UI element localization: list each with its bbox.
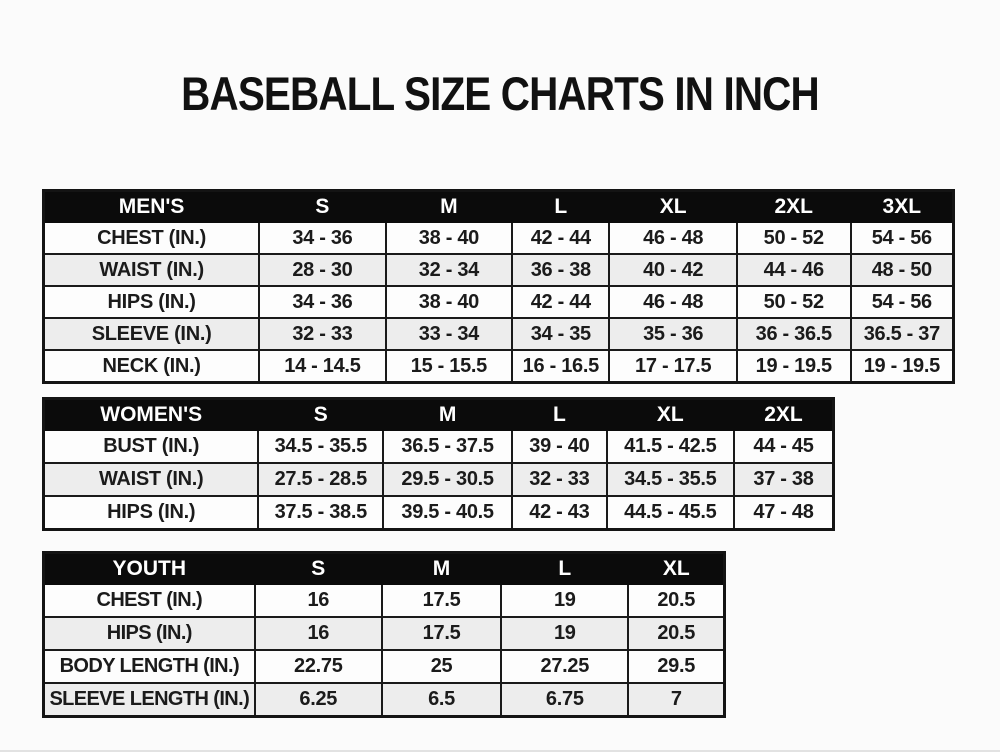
size-value-cell: 50 - 52 [737, 286, 851, 318]
size-value-cell: 29.5 [628, 650, 724, 683]
size-column-header: L [501, 553, 628, 585]
size-value-cell: 40 - 42 [609, 254, 736, 286]
youth-size-table [42, 551, 726, 718]
measurement-label: WAIST (IN.) [44, 463, 259, 496]
size-value-cell: 38 - 40 [386, 222, 512, 254]
size-value-cell: 19 [501, 617, 628, 650]
table-title-cell: YOUTH [44, 553, 255, 585]
size-value-cell: 7 [628, 683, 724, 717]
size-value-cell: 19 - 19.5 [737, 350, 851, 383]
size-column-header: S [255, 553, 382, 585]
size-value-cell: 34 - 36 [259, 222, 385, 254]
size-value-cell: 35 - 36 [609, 318, 736, 350]
size-value-cell: 54 - 56 [851, 286, 954, 318]
size-value-cell: 34.5 - 35.5 [258, 430, 383, 463]
size-column-header: XL [607, 399, 734, 431]
size-value-cell: 47 - 48 [734, 496, 834, 530]
size-value-cell: 36 - 38 [512, 254, 609, 286]
table-row [44, 254, 954, 286]
size-value-cell: 44.5 - 45.5 [607, 496, 734, 530]
size-value-cell: 34 - 35 [512, 318, 609, 350]
header-row [44, 399, 834, 431]
size-value-cell: 37.5 - 38.5 [258, 496, 383, 530]
mens-size-table [42, 189, 955, 384]
size-column-header: 3XL [851, 191, 954, 223]
size-value-cell: 20.5 [628, 584, 724, 617]
size-value-cell: 38 - 40 [386, 286, 512, 318]
size-value-cell: 37 - 38 [734, 463, 834, 496]
measurement-label: HIPS (IN.) [44, 286, 260, 318]
size-value-cell: 42 - 44 [512, 222, 609, 254]
size-value-cell: 39.5 - 40.5 [383, 496, 512, 530]
header-row [44, 553, 725, 585]
table-title-cell: WOMEN'S [44, 399, 259, 431]
size-value-cell: 22.75 [255, 650, 382, 683]
size-value-cell: 32 - 34 [386, 254, 512, 286]
size-value-cell: 14 - 14.5 [259, 350, 385, 383]
table-row [44, 650, 725, 683]
size-column-header: S [258, 399, 383, 431]
size-column-header: XL [628, 553, 724, 585]
size-value-cell: 25 [382, 650, 501, 683]
size-value-cell: 36 - 36.5 [737, 318, 851, 350]
size-column-header: 2XL [734, 399, 834, 431]
size-column-header: M [382, 553, 501, 585]
size-value-cell: 36.5 - 37.5 [383, 430, 512, 463]
size-value-cell: 17 - 17.5 [609, 350, 736, 383]
size-value-cell: 46 - 48 [609, 222, 736, 254]
size-value-cell: 44 - 45 [734, 430, 834, 463]
table-row [44, 430, 834, 463]
size-column-header: XL [609, 191, 736, 223]
measurement-label: SLEEVE (IN.) [44, 318, 260, 350]
size-value-cell: 39 - 40 [512, 430, 607, 463]
table-row [44, 222, 954, 254]
size-value-cell: 6.25 [255, 683, 382, 717]
page-title: BASEBALL SIZE CHARTS IN INCH [181, 67, 819, 120]
size-value-cell: 41.5 - 42.5 [607, 430, 734, 463]
size-column-header: M [383, 399, 512, 431]
size-value-cell: 48 - 50 [851, 254, 954, 286]
size-value-cell: 44 - 46 [737, 254, 851, 286]
size-value-cell: 15 - 15.5 [386, 350, 512, 383]
table-row [44, 584, 725, 617]
size-column-header: M [386, 191, 512, 223]
size-value-cell: 27.25 [501, 650, 628, 683]
measurement-label: NECK (IN.) [44, 350, 260, 383]
size-value-cell: 19 [501, 584, 628, 617]
measurement-label: BODY LENGTH (IN.) [44, 650, 255, 683]
size-value-cell: 16 [255, 617, 382, 650]
size-column-header: L [512, 191, 609, 223]
header-row [44, 191, 954, 223]
size-value-cell: 33 - 34 [386, 318, 512, 350]
size-value-cell: 17.5 [382, 617, 501, 650]
table-row [44, 463, 834, 496]
size-column-header: S [259, 191, 385, 223]
size-value-cell: 34.5 - 35.5 [607, 463, 734, 496]
measurement-label: HIPS (IN.) [44, 617, 255, 650]
size-column-header: L [512, 399, 607, 431]
size-value-cell: 28 - 30 [259, 254, 385, 286]
measurement-label: SLEEVE LENGTH (IN.) [44, 683, 255, 717]
size-value-cell: 16 [255, 584, 382, 617]
table-row [44, 318, 954, 350]
table-row [44, 683, 725, 717]
size-value-cell: 29.5 - 30.5 [383, 463, 512, 496]
size-value-cell: 27.5 - 28.5 [258, 463, 383, 496]
size-value-cell: 32 - 33 [259, 318, 385, 350]
size-value-cell: 16 - 16.5 [512, 350, 609, 383]
size-value-cell: 42 - 44 [512, 286, 609, 318]
table-title-cell: MEN'S [44, 191, 260, 223]
size-value-cell: 6.75 [501, 683, 628, 717]
measurement-label: HIPS (IN.) [44, 496, 259, 530]
size-value-cell: 19 - 19.5 [851, 350, 954, 383]
size-value-cell: 17.5 [382, 584, 501, 617]
size-value-cell: 6.5 [382, 683, 501, 717]
table-row [44, 496, 834, 530]
size-value-cell: 20.5 [628, 617, 724, 650]
size-value-cell: 42 - 43 [512, 496, 607, 530]
table-row [44, 350, 954, 383]
size-value-cell: 46 - 48 [609, 286, 736, 318]
size-value-cell: 34 - 36 [259, 286, 385, 318]
size-value-cell: 36.5 - 37 [851, 318, 954, 350]
measurement-label: CHEST (IN.) [44, 222, 260, 254]
womens-size-table [42, 397, 835, 531]
size-column-header: 2XL [737, 191, 851, 223]
size-value-cell: 50 - 52 [737, 222, 851, 254]
table-row [44, 617, 725, 650]
size-value-cell: 54 - 56 [851, 222, 954, 254]
measurement-label: BUST (IN.) [44, 430, 259, 463]
size-value-cell: 32 - 33 [512, 463, 607, 496]
table-row [44, 286, 954, 318]
measurement-label: CHEST (IN.) [44, 584, 255, 617]
measurement-label: WAIST (IN.) [44, 254, 260, 286]
